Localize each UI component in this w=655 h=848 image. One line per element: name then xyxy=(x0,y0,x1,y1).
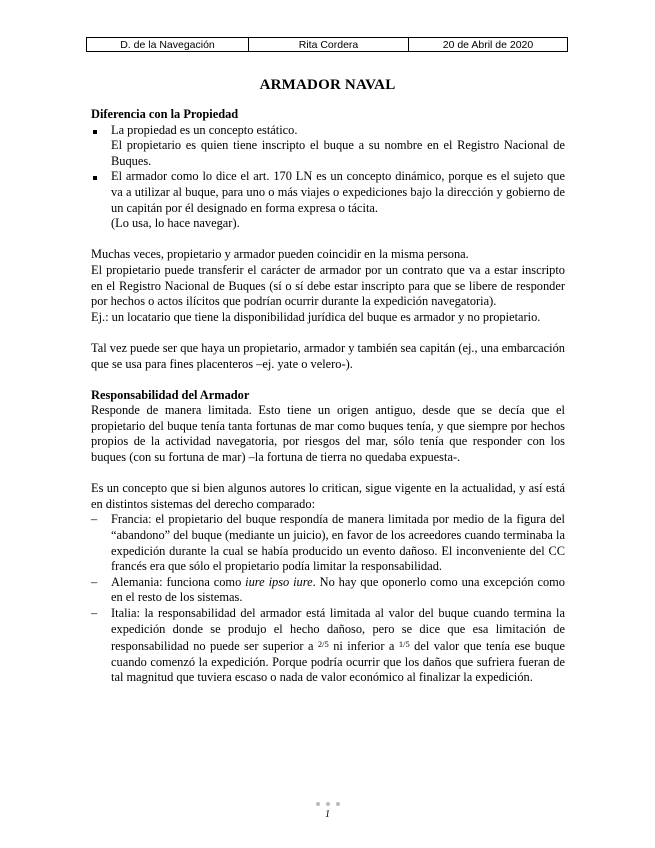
dash-text: Francia: el propietario del buque respondía de manera limitada por medio de la figura del “abandono” del buque (mediante un juicio), en favor de los acreedores cuando terminaba la expedición durante la cual se había producido un evento dañoso. El inconveniente del CC francés era que sólo el propietario podía limitar la responsabilidad. xyxy=(111,512,565,574)
dash-item-alemania xyxy=(91,575,565,606)
bullet-text: El armador como lo dice el art. 170 LN es un concepto dinámico, porque es el sujeto que va a utilizar al buque, para uno o más viajes o expediciones bajo la dirección y gobierno de un capitán por él designado en forma expresa o tácita. xyxy=(111,169,565,215)
section-heading-responsabilidad: Responsabilidad del Armador xyxy=(91,387,250,402)
header-subject: D. de la Navegación xyxy=(87,38,249,51)
fraction: 1/5 xyxy=(398,639,410,650)
dash-bullet-icon: – xyxy=(91,574,98,589)
section-heading-propiedad: Diferencia con la Propiedad xyxy=(91,107,239,121)
paragraph: Tal vez puede ser que haya un propietario, armador y también sea capitán (ej., una embarcación que se usa para fines placenteros –ej. yate o velero-). xyxy=(91,340,565,371)
square-bullet-icon xyxy=(91,169,97,185)
document-body xyxy=(91,107,565,686)
paragraph: Muchas veces, propietario y armador pueden coincidir en la misma persona. xyxy=(91,247,469,262)
dash-text: Italia: la responsabilidad del armador está limitada al valor del buque cuando termina la expedición donde se produjo el hecho dañoso, pero se dice que esa limitación de responsabilidad no puede ser superior a $^{2/5}$ ni inferior a $^{1/5}$ del valor que tenía ese buque cuando comenzó la expedición. Porque podría ocurrir que los daños que sufriera fueran de tal magnitud que tuviera escaso o nada de valor económico al finalizar la expedición. xyxy=(111,606,565,685)
bullet-note: (Lo usa, lo hace navegar). xyxy=(111,216,240,231)
bullet-item xyxy=(91,123,565,170)
square-bullet-icon xyxy=(91,123,97,139)
page-dots-icon xyxy=(316,802,340,808)
bullet-text: El propietario es quien tiene inscripto el buque a su nombre en el Registro Nacional de Buques. xyxy=(111,138,565,168)
paragraph: Responde de manera limitada. Esto tiene un origen antiguo, desde que se decía que el propietario del buque tenía tanta fortunas de mar como buques tenía, y que siempre por hechos propios de la actividad navegatoria, por riesgos del mar, sólo tenía que responder con los buques (con su fortuna de mar) –la fortuna de tierra no quedaba expuesta-. xyxy=(91,403,565,465)
paragraph: El propietario puede transferir el carácter de armador por un contrato que va a estar inscripto en el Registro Nacional de Buques (sí o sí debe estar inscripto para que se libere de responder por hechos o actos ilícitos que podrían ocurrir durante la expedición navegatoria). xyxy=(91,262,565,309)
fraction: 2/5 xyxy=(317,639,329,650)
paragraph: Ej.: un locatario que tiene la disponibilidad jurídica del buque es armador y no propietario. xyxy=(91,309,541,324)
dash-bullet-icon: – xyxy=(91,606,98,620)
dash-item-francia xyxy=(91,512,565,574)
bullet-text: La propiedad es un concepto estático. xyxy=(111,122,298,137)
latin-phrase: iure ipso iure xyxy=(245,574,313,589)
page-number: 1 xyxy=(325,809,330,820)
document-title: ARMADOR NAVAL xyxy=(259,77,396,93)
header-author: Rita Cordera xyxy=(249,38,409,51)
dash-bullet-icon: – xyxy=(91,512,98,527)
header-table xyxy=(86,37,568,52)
dash-text: Alemania: funciona como iure ipso iure. No hay que oponerlo como una excepción como en el resto de los sistemas. xyxy=(111,574,565,605)
dash-item-italia xyxy=(91,606,565,686)
paragraph: Es un concepto que si bien algunos autores lo critican, sigue vigente en la actualidad, y así está en distintos sistemas del derecho comparado: xyxy=(91,481,565,511)
header-date: 20 de Abril de 2020 xyxy=(442,38,534,51)
bullet-item xyxy=(91,169,565,231)
